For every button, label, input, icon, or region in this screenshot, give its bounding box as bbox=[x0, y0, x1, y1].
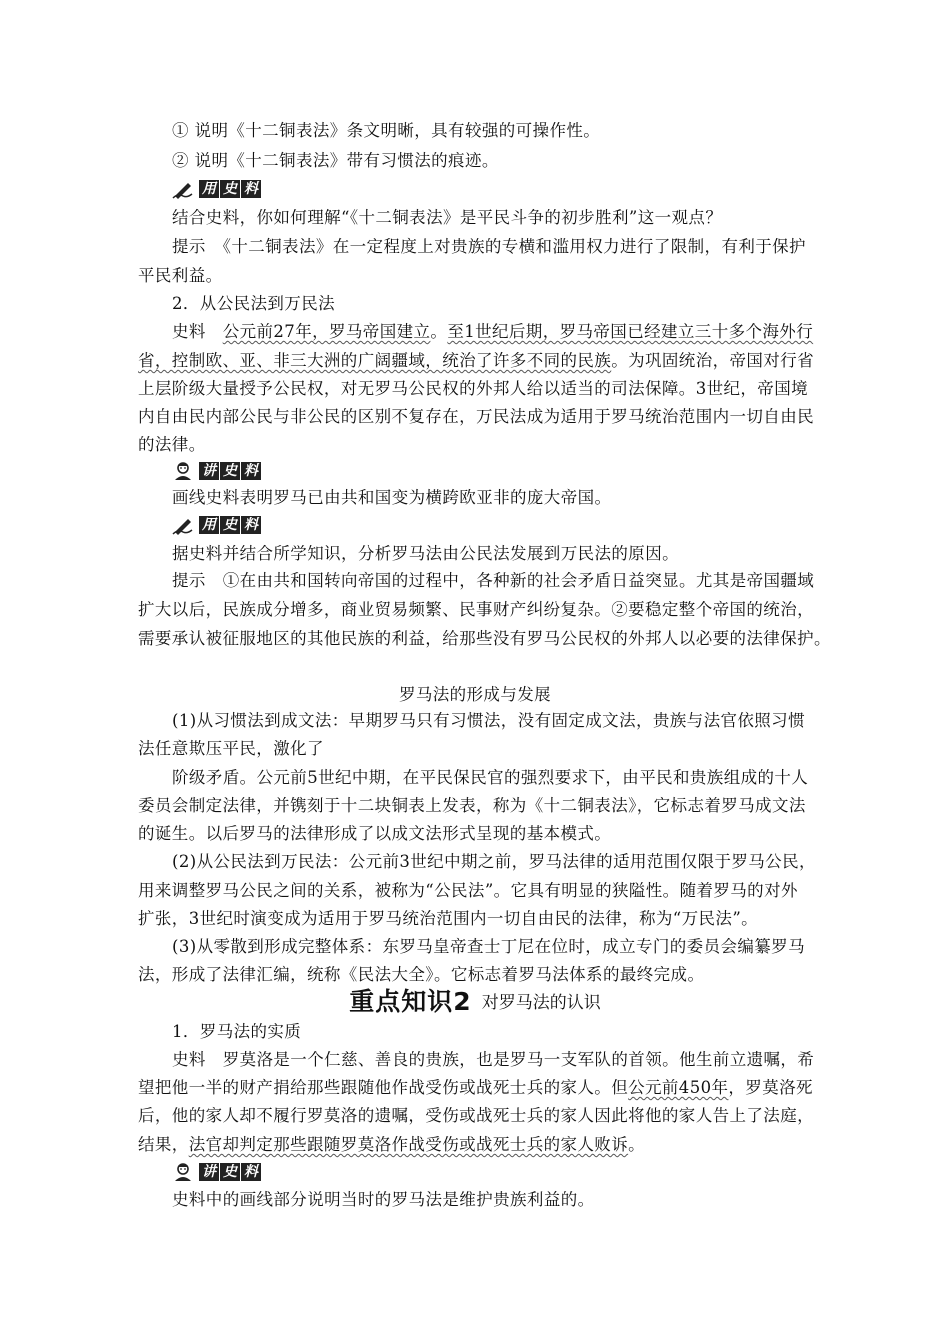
underlined-text: 公元前450年 bbox=[628, 1078, 729, 1097]
tag-char: 料 bbox=[241, 516, 261, 534]
summary-title: 罗马法的形成与发展 bbox=[398, 685, 552, 704]
tag-char: 史 bbox=[220, 516, 240, 534]
tag-char: 用 bbox=[199, 516, 219, 534]
section-subtitle: 2．从公民法到万民法 bbox=[172, 294, 335, 313]
heading-main: 重点知识2 bbox=[349, 987, 472, 1016]
summary-line: 用来调整罗马公民之间的关系，被称为“公民法”。它具有明显的狭隘性。随着罗马的对外 bbox=[138, 881, 798, 900]
source-line: 内自由民内部公民与非公民的区别不复存在，万民法成为适用于罗马统治范围内一切自由民 bbox=[138, 407, 814, 426]
key-knowledge-heading bbox=[0, 982, 950, 1018]
teacher-icon bbox=[172, 1162, 198, 1182]
explanation-line: 画线史料表明罗马已由共和国变为横跨欧亚非的庞大帝国。 bbox=[172, 488, 612, 507]
tag-char: 料 bbox=[241, 1163, 261, 1181]
explain-material-tag bbox=[172, 461, 261, 481]
source-line: 史料 罗莫洛是一个仁慈、善良的贵族，也是罗马一支军队的首领。他生前立遗嘱，希 bbox=[172, 1050, 815, 1069]
explain-material-tag bbox=[172, 1162, 261, 1182]
use-material-tag bbox=[172, 515, 261, 535]
text-span: 望把他一半的财产捐给那些跟随他作战受伤或战死士兵的家人。但 bbox=[138, 1078, 629, 1097]
tag-char: 史 bbox=[220, 180, 240, 198]
text-span: 。为巩固统治，帝国对行省 bbox=[611, 351, 815, 370]
source-line bbox=[138, 1133, 818, 1157]
text-span: 。 bbox=[430, 322, 448, 341]
teacher-icon bbox=[172, 461, 198, 481]
hint-line: 平民利益。 bbox=[138, 266, 223, 285]
heading-sub: 对罗马法的认识 bbox=[481, 992, 601, 1013]
hint-line: 提示 《十二铜表法》在一定程度上对贵族的专横和滥用权力进行了限制，有利于保护 bbox=[172, 237, 806, 256]
text-line: ① 说明《十二铜表法》条文明晰，具有较强的可操作性。 bbox=[172, 121, 601, 140]
section-subtitle: 1．罗马法的实质 bbox=[172, 1022, 302, 1041]
tag-char: 史 bbox=[220, 462, 240, 480]
source-line: 后，他的家人却不履行罗莫洛的遗嘱，受伤或战死士兵的家人因此将他的家人告上了法庭， bbox=[138, 1106, 814, 1125]
explanation-line: 史料中的画线部分说明当时的罗马法是维护贵族利益的。 bbox=[172, 1190, 595, 1209]
summary-line: 法，形成了法律汇编，统称《民法大全》。它标志着罗马法体系的最终完成。 bbox=[138, 965, 705, 984]
summary-line: (2)从公民法到万民法：公元前3世纪中期之前，罗马法律的适用范围仅限于罗马公民， bbox=[172, 852, 816, 871]
tag-char: 料 bbox=[241, 180, 261, 198]
tag-char: 用 bbox=[199, 180, 219, 198]
summary-line: (3)从零散到形成完整体系：东罗马皇帝查士丁尼在位时，成立专门的委员会编纂罗马 bbox=[172, 937, 805, 956]
source-line bbox=[138, 349, 818, 373]
pen-writing-icon bbox=[172, 515, 198, 535]
pen-writing-icon bbox=[172, 179, 198, 199]
tag-char: 讲 bbox=[199, 1163, 219, 1181]
summary-line: 阶级矛盾。公元前5世纪中期，在平民保民官的强烈要求下，由平民和贵族组成的十人 bbox=[172, 768, 809, 787]
text-span: 结果， bbox=[138, 1135, 189, 1154]
question-line: 据史料并结合所学知识，分析罗马法由公民法发展到万民法的原因。 bbox=[172, 544, 679, 563]
text-span: ，罗莫洛死 bbox=[728, 1078, 813, 1097]
summary-line: 法任意欺压平民，激化了 bbox=[138, 739, 324, 758]
summary-line: 委员会制定法律，并镌刻于十二块铜表上发表，称为《十二铜表法》，它标志着罗马成文法 bbox=[138, 796, 806, 815]
summary-line: 扩张，3世纪时演变成为适用于罗马统治范围内一切自由民的法律，称为“万民法”。 bbox=[138, 909, 759, 928]
text-span: 。 bbox=[628, 1135, 646, 1154]
hint-line: 扩大以后，民族成分增多，商业贸易频繁、民事财产纠纷复杂。②要稳定整个帝国的统治， bbox=[138, 600, 814, 619]
tag-char: 讲 bbox=[199, 462, 219, 480]
underlined-text: 公元前27年，罗马帝国建立 bbox=[222, 322, 431, 341]
underlined-text: 至1世纪后期，罗马帝国已经建立三十多个海外行 bbox=[447, 322, 814, 341]
summary-line: (1)从习惯法到成文法：早期罗马只有习惯法，没有固定成文法，贵族与法官依照习惯 bbox=[172, 711, 805, 730]
source-prefix: 史料 bbox=[172, 322, 223, 341]
text-line: ② 说明《十二铜表法》带有习惯法的痕迹。 bbox=[172, 151, 499, 170]
use-material-tag bbox=[172, 179, 261, 199]
hint-line: 需要承认被征服地区的其他民族的利益，给那些没有罗马公民权的外邦人以必要的法律保护。 bbox=[138, 629, 831, 648]
tag-char: 史 bbox=[220, 1163, 240, 1181]
source-line: 上层阶级大量授予公民权，对无罗马公民权的外邦人给以适当的司法保障。3世纪，帝国境 bbox=[138, 379, 808, 398]
source-line bbox=[138, 1076, 818, 1100]
underlined-text: 法官却判定那些跟随罗莫洛作战受伤或战死士兵的家人败诉 bbox=[188, 1135, 629, 1154]
summary-line: 的诞生。以后罗马的法律形成了以成文法形式呈现的基本模式。 bbox=[138, 824, 612, 843]
underlined-text: 省，控制欧、亚、非三大洲的广阔疆域，统治了许多不同的民族 bbox=[138, 351, 612, 370]
question-line: 结合史料，你如何理解“《十二铜表法》是平民斗争的初步胜利”这一观点？ bbox=[172, 208, 723, 227]
source-line: 的法律。 bbox=[138, 435, 206, 454]
hint-line: 提示 ①在由共和国转向帝国的过程中，各种新的社会矛盾日益突显。尤其是帝国疆域 bbox=[172, 571, 815, 590]
source-line bbox=[172, 320, 852, 344]
tag-char: 料 bbox=[241, 462, 261, 480]
